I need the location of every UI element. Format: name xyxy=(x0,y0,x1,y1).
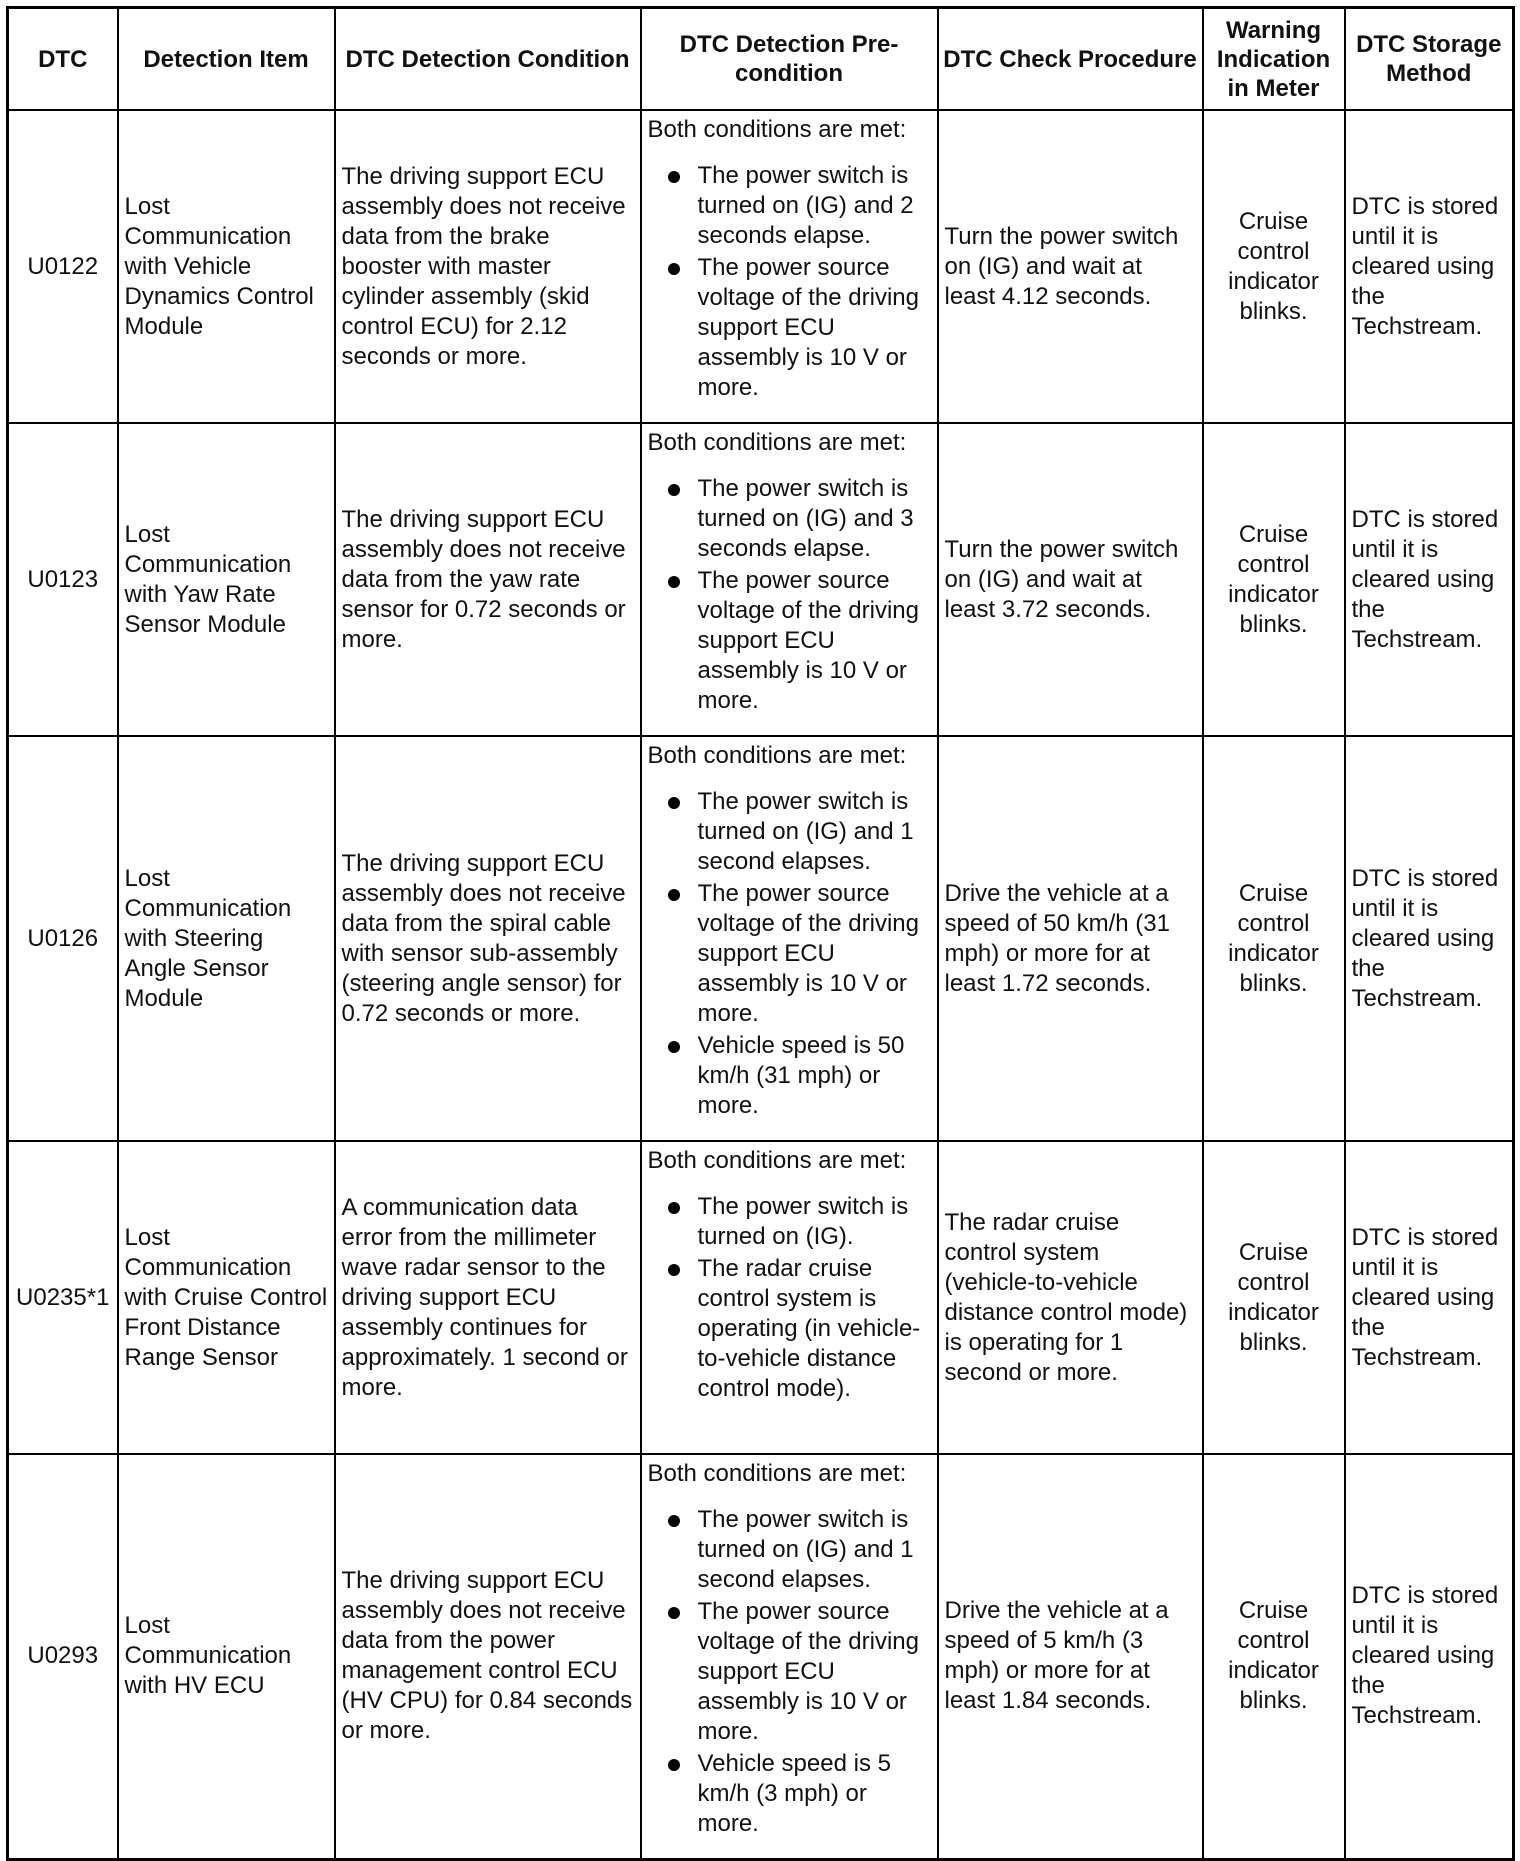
precondition-item: The power source voltage of the driving support ECU assembly is 10 V or more. xyxy=(648,253,933,403)
bullet-icon xyxy=(668,889,680,901)
precondition-item: The radar cruise control system is operating (in vehicle-to-vehicle distance control mode). xyxy=(648,1254,933,1404)
precondition-item: Vehicle speed is 50 km/h (31 mph) or more. xyxy=(648,1031,933,1121)
warning-indication: Cruise control indicator blinks. xyxy=(1203,1141,1345,1454)
precondition-item: The power switch is turned on (IG). xyxy=(648,1192,933,1252)
precondition-list xyxy=(648,1505,933,1839)
header-detection-condition: DTC Detection Condition xyxy=(335,8,641,111)
table-row xyxy=(8,1141,1514,1454)
warning-indication: Cruise control indicator blinks. xyxy=(1203,110,1345,423)
bullet-icon xyxy=(668,1041,680,1053)
precondition-item: The power switch is turned on (IG) and 1 second elapses. xyxy=(648,787,933,877)
precondition-intro: Both conditions are met: xyxy=(647,1460,907,1487)
detection-precondition xyxy=(641,1141,938,1454)
table-row xyxy=(8,423,1514,736)
header-dtc: DTC xyxy=(8,8,118,111)
precondition-item: The power switch is turned on (IG) and 1 second elapses. xyxy=(648,1505,933,1595)
bullet-icon xyxy=(668,1607,680,1619)
header-detection-precondition: DTC Detection Pre-condition xyxy=(641,8,938,111)
storage-method: DTC is stored until it is cleared using the Techstream. xyxy=(1345,423,1514,736)
dtc-code: U0293 xyxy=(8,1454,118,1859)
bullet-icon xyxy=(668,797,680,809)
detection-condition: The driving support ECU assembly does not receive data from the power management control ECU (HV CPU) for 0.84 seconds or more. xyxy=(335,1454,641,1859)
precondition-item: Vehicle speed is 5 km/h (3 mph) or more. xyxy=(648,1749,933,1839)
detection-precondition xyxy=(641,736,938,1141)
precondition-list xyxy=(648,161,933,403)
storage-method: DTC is stored until it is cleared using the Techstream. xyxy=(1345,1141,1514,1454)
precondition-intro: Both conditions are met: xyxy=(647,429,907,456)
detection-condition: A communication data error from the millimeter wave radar sensor to the driving support ECU assembly continues for approximately. 1 second or more. xyxy=(335,1141,641,1454)
precondition-list xyxy=(648,787,933,1121)
bullet-icon xyxy=(668,1264,680,1276)
dtc-code: U0126 xyxy=(8,736,118,1141)
bullet-icon xyxy=(668,1202,680,1214)
precondition-intro: Both conditions are met: xyxy=(647,116,907,143)
precondition-item: The power source voltage of the driving support ECU assembly is 10 V or more. xyxy=(648,1597,933,1747)
precondition-list xyxy=(648,474,933,716)
check-procedure: Turn the power switch on (IG) and wait at least 3.72 seconds. xyxy=(938,423,1203,736)
detection-condition: The driving support ECU assembly does not receive data from the yaw rate sensor for 0.72 seconds or more. xyxy=(335,423,641,736)
precondition-list xyxy=(648,1192,933,1404)
storage-method: DTC is stored until it is cleared using the Techstream. xyxy=(1345,1454,1514,1859)
table-row xyxy=(8,1454,1514,1859)
dtc-code: U0122 xyxy=(8,110,118,423)
warning-indication: Cruise control indicator blinks. xyxy=(1203,736,1345,1141)
dtc-code: U0123 xyxy=(8,423,118,736)
warning-indication: Cruise control indicator blinks. xyxy=(1203,423,1345,736)
detection-condition: The driving support ECU assembly does not receive data from the spiral cable with sensor sub-assembly (steering angle sensor) for 0.72 seconds or more. xyxy=(335,736,641,1141)
table-row xyxy=(8,110,1514,423)
header-detection-item: Detection Item xyxy=(118,8,335,111)
precondition-item: The power switch is turned on (IG) and 3 seconds elapse. xyxy=(648,474,933,564)
header-row xyxy=(8,8,1514,111)
detection-precondition xyxy=(641,423,938,736)
detection-item: Lost Communication with Steering Angle Sensor Module xyxy=(118,736,335,1141)
bullet-icon xyxy=(668,1515,680,1527)
detection-item: Lost Communication with Cruise Control Front Distance Range Sensor xyxy=(118,1141,335,1454)
precondition-item: The power source voltage of the driving support ECU assembly is 10 V or more. xyxy=(648,879,933,1029)
detection-item: Lost Communication with Yaw Rate Sensor Module xyxy=(118,423,335,736)
bullet-icon xyxy=(668,263,680,275)
bullet-icon xyxy=(668,576,680,588)
bullet-icon xyxy=(668,171,680,183)
warning-indication: Cruise control indicator blinks. xyxy=(1203,1454,1345,1859)
detection-precondition xyxy=(641,110,938,423)
precondition-item: The power source voltage of the driving support ECU assembly is 10 V or more. xyxy=(648,566,933,716)
dtc-table xyxy=(6,6,1515,1861)
header-check-procedure: DTC Check Procedure xyxy=(938,8,1203,111)
check-procedure: Turn the power switch on (IG) and wait at least 4.12 seconds. xyxy=(938,110,1203,423)
table-row xyxy=(8,736,1514,1141)
bullet-icon xyxy=(668,1759,680,1771)
dtc-code: U0235*1 xyxy=(8,1141,118,1454)
detection-item: Lost Communication with Vehicle Dynamics Control Module xyxy=(118,110,335,423)
precondition-intro: Both conditions are met: xyxy=(647,1147,907,1174)
header-storage-method: DTC Storage Method xyxy=(1345,8,1514,111)
precondition-intro: Both conditions are met: xyxy=(647,742,907,769)
check-procedure: Drive the vehicle at a speed of 50 km/h (31 mph) or more for at least 1.72 seconds. xyxy=(938,736,1203,1141)
bullet-icon xyxy=(668,484,680,496)
storage-method: DTC is stored until it is cleared using the Techstream. xyxy=(1345,110,1514,423)
check-procedure: Drive the vehicle at a speed of 5 km/h (3 mph) or more for at least 1.84 seconds. xyxy=(938,1454,1203,1859)
check-procedure: The radar cruise control system (vehicle-to-vehicle distance control mode) is operating for 1 second or more. xyxy=(938,1141,1203,1454)
storage-method: DTC is stored until it is cleared using the Techstream. xyxy=(1345,736,1514,1141)
detection-condition: The driving support ECU assembly does not receive data from the brake booster with master cylinder assembly (skid control ECU) for 2.12 seconds or more. xyxy=(335,110,641,423)
header-warning-indication: Warning Indication in Meter xyxy=(1203,8,1345,111)
detection-precondition xyxy=(641,1454,938,1859)
precondition-item: The power switch is turned on (IG) and 2 seconds elapse. xyxy=(648,161,933,251)
detection-item: Lost Communication with HV ECU xyxy=(118,1454,335,1859)
